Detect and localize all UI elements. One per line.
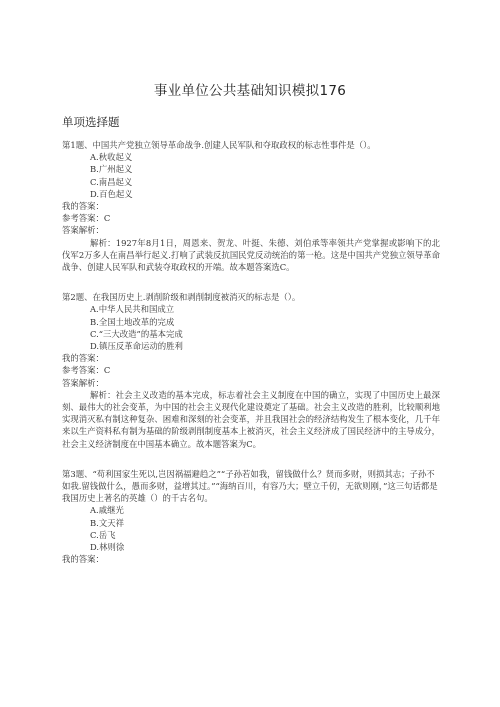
question-3 xyxy=(62,468,440,566)
my-answer-label: 我的答案： xyxy=(62,201,104,212)
my-answer-label: 我的答案： xyxy=(62,554,104,565)
question-2 xyxy=(62,291,440,450)
option-list xyxy=(62,303,440,352)
reference-answer: 参考答案：C xyxy=(62,213,111,224)
option-a: A.中华人民共和国成立 xyxy=(90,304,175,315)
question-stem: 第3题、“苟利国家生死以,岂因祸福避趋之”“子孙若如我，留钱做什么？贤而多财，则损其志；子孙不如我.留钱做什么，愚而多财，益增其过。”“海纳百川，有容乃大；壁立千仞，无欲则刚，”这三句话都是我国历史上著名的英雄（）的千古名句。 xyxy=(62,468,438,504)
option-d: D.林则徐 xyxy=(90,542,125,553)
option-c: C.岳飞 xyxy=(90,529,116,540)
explanation-text: 解析：1927年8月1日，周恩来、贺龙、叶挺、朱德、刘伯承等率领共产党掌握或影响下的北伐军2万多人在南昌举行起义.打响了武装反抗国民党反动统治的第一枪。这是中国共产党独立领导革命战争、创建人民军队和武装夺取政权的开端。故本题答案选C。 xyxy=(62,237,440,273)
explanation-label: 答案解析： xyxy=(62,225,104,236)
option-list xyxy=(62,504,440,553)
question-list xyxy=(62,139,440,584)
page-title: 事业单位公共基础知识模拟176 xyxy=(153,83,347,99)
option-b: B.全国土地改革的完成 xyxy=(90,316,175,327)
option-list xyxy=(62,151,440,200)
question-stem: 第1题、中国共产党独立领导革命战争.创建人民军队和夺取政权的标志性事件是（）。 xyxy=(62,140,376,150)
option-b: B.广州起义 xyxy=(90,164,133,175)
question-1 xyxy=(62,139,440,273)
option-c: C.南昌起义 xyxy=(90,176,133,187)
option-d: D.镇压反革命运动的胜利 xyxy=(90,341,183,352)
option-a: A.戚继光 xyxy=(90,505,124,516)
my-answer-label: 我的答案： xyxy=(62,353,104,364)
option-b: B.文天祥 xyxy=(90,517,124,528)
section-heading: 单项选择题 xyxy=(62,115,120,129)
explanation-text: 解析：社会主义改造的基本完成，标志着社会主义制度在中国的确立，实现了中国历史上最深刻、最伟大的社会变革，为中国的社会主义现代化建设奠定了基础。社会主义改造的胜利，比较顺利地实现消灭私有制这种复杂、困难和深刻的社会变革，并且我国社会的经济结构发生了根本变化，几千年来以生产资料私有制为基础的阶级剥削制度基本上被消灭，社会主义经济成了国民经济中的主导成分，社会主义经济制度在中国基本确立。故本题答案为C。 xyxy=(62,389,440,449)
explanation-label: 答案解析： xyxy=(62,377,104,388)
question-stem: 第2题、在我国历史上.剥削阶级和剥削制度被消灭的标志是（）。 xyxy=(62,292,301,303)
option-d: D.百色起义 xyxy=(90,188,133,199)
option-c: C.“三大改造”的基本完成 xyxy=(90,328,183,339)
option-a: A.秋收起义 xyxy=(90,152,133,163)
reference-answer: 参考答案：C xyxy=(62,365,111,376)
